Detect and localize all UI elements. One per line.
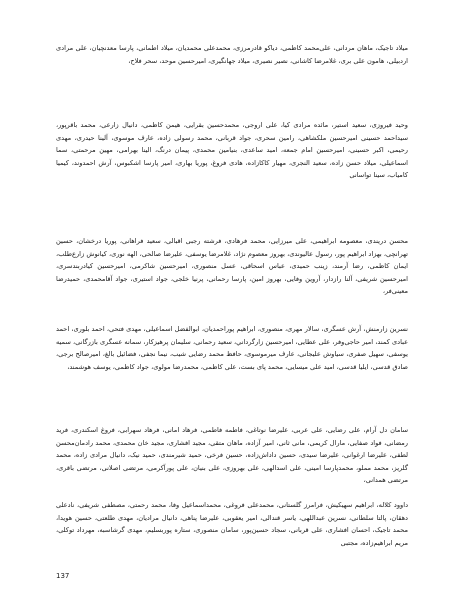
page-number: 137 xyxy=(56,572,70,580)
name-list-paragraph-1: میلاد تاجیک، ماهان مردانی، علی‌محمد کاظمی، دیاکو قادرمرزی، محمدعلی محمدیان، میلاد اطمانی، پارسا معدنچیان، علی مرادی اردبیلی، هامون علی بری، غلامرضا کاشانی، نصیر نصیری، میلاد جهانگیری، امیرحسین موحد، سحر فلاح، xyxy=(56,44,408,65)
name-list-paragraph-4: نسرین زارمنش، آرش عسگری، سالار مهری، منصوری، ابراهیم پوراحمدیان، ابوالفضل اسماعیلی، مهدی فتحی، احمد بلوری، احمد عبادی کمند، امیر حاجی‌وفر، علی عطایی، امیرحسین زارگرداني، سعید رحمانی، سلیمان پرهیزکار، سمانه عسگری بازرگانی، سمیه یوسفی، سهیل صفری، سیاوش علیجانی، عارف میرموسوی، حافظ محمد رضایی شیب، نیما نجفی، فضائیل بالغ، امیرصالح برجی، صادق قدسی، ایلیا قدسی، امید علی میسایی، محمد پای بست، علی کاظمی، محمدرضا مولوی، جواد کاظمی، یوسف هوشمند، xyxy=(56,325,408,371)
name-list-paragraph-6: داوود کلاله، ابراهیم سهیکیش، فرامرز گلستانی، محمدعلی فروغی، محمداسماعیل وفا، محمد رحمتی، مصطفی شریفی، نادعلی دهقان، پالتا سلطانی، نسرین عبداللهی، یاسر قندالی، امیر یعقوبی، علیرضا پناهی، دانیال مرادیان، مهدی طلعتی، حسین هویدا، محمد تاجیک، احسان افشاری، علی قربانی، سجاد حسین‌پور، سامان منصوری، ستاره پوربسلیم، مهدی گرشاسبه، مهرداد توکلی، مریم ابراهیم‌زاده، مجتبی xyxy=(56,501,408,547)
name-list-paragraph-2: وحید فیروزی، سعید استیر، مائده مرادی کیا، علی اروجی، محمدحسین بقرایی، هیمن کاظمی، دانیال زارعی، محمد باقرپور، سیداحمد حسینی امیرحسین ملکشاهی، رامین سحری، جواد قربانی، محمد رسولی زاده، عارف موسوی، آلینا حیدری، مهدی رحیمی، اکبر حسینی، امیرحسین امام جمعه، امید ساعدی، بنیامین محمدی، پیمان درنگ، الینا بهرامی، مهین مرحمتی، سما اسماعیلی، میلاد حسن زاده، سعید النجری، مهیار کاکازاده، هادی فروغ، پوریا بهاری، امیر پارسا اشکبوس، آرش احمدوند، کیمیا کامیاب، سینا تواسانی xyxy=(56,121,408,180)
name-list-paragraph-3: محسن دریندی، معصومه ابراهیمی، علی میرزایی، محمد فرهادی، فرشته رجبی اقبالی، سعید فراهانی، پوریا درخشان، حسین تهرانچی، بهزاد ابراهیم پور، رسول عالیوندی، بهروز معصوم نژاد، غلامرضا یوسفی، علیرضا صالحی، الهه نوری، کیانوش زارع‌طلب، ایمان کاظمی، رضا آرمند، زینب حمیدی، عباس اسحاقی، عسل منصوری، امیرحسین شاکرمی، امیرحسین کیادربندسری، امیرحسین شریفی، آلنا رازدار، آروین وفایی، بهروز امین، پارسا رحمانی، پرنیا خلجی، جواد استیری، جواد آقامحمدی، حمیدرضا معینی‌فر، xyxy=(56,237,408,296)
name-list-paragraph-5: سامان دل آرام، علی رضایی، علی عربی، علیرضا نوتاغی، فاطمه فاطمی، فرهاد امانی، فرهاد سهرابی، فروغ اسکندری، فرید رمضانی، فواد صفایی، مارال کریمی، مانی ثانی، امیر آزاده، ماهان متقی، مجید افشاری، مجید خان محمدی، محمد رادمان‌محسن لطفی، علیرضا ارغوانی، علیرضا سیدی، حسین داداش‌زاده، حسین فرخی، حمید شیرمندی، حمید نیک، دانیال مرادی زاده، محمد گلریز، محمد مملو، محمدپارسا امینی، علی اسدالهی، علی بهروزی، علی بنیان، علی پورآکرمی، مرتضی اصلانی، مرتضی باقری، مرتضی همدانی، xyxy=(56,426,408,485)
